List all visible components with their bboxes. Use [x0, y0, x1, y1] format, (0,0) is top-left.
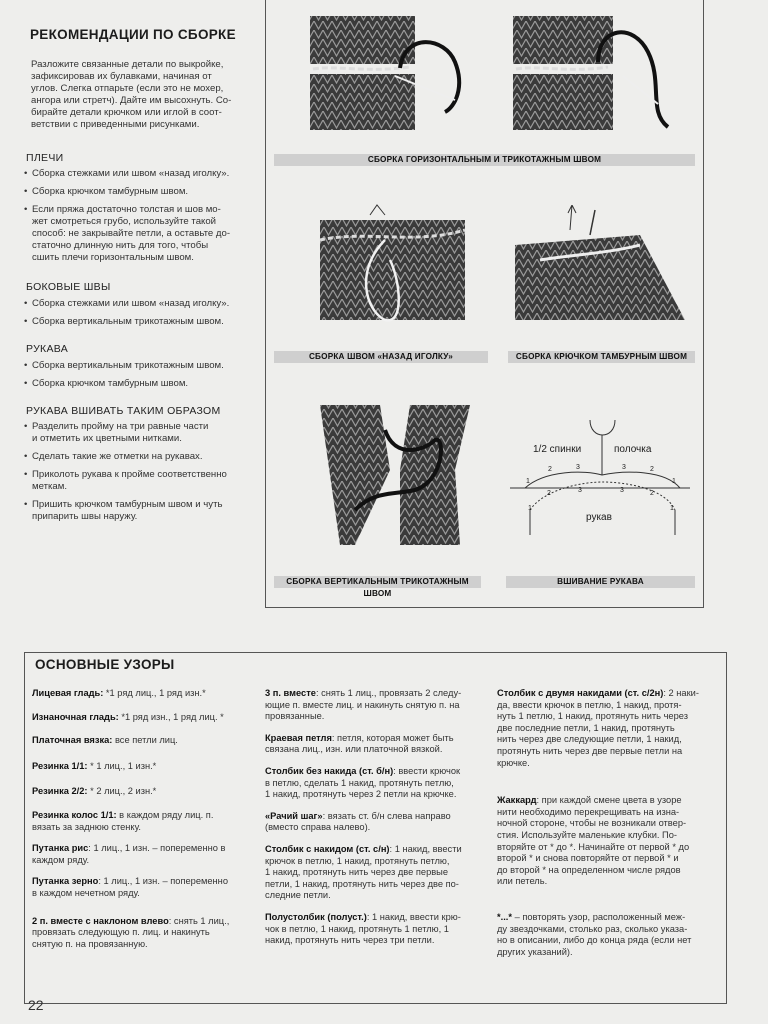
term: Столбик с накидом (ст. с/н)	[265, 843, 390, 854]
list-item: • Сборка вертикальным трикотажным швом.	[24, 316, 259, 328]
page-number: 22	[28, 997, 44, 1013]
term: Столбик с двумя накидами (ст. с/2н)	[497, 688, 664, 698]
diagram-mark: 2	[548, 466, 552, 473]
sleeves-list	[24, 360, 259, 396]
definition: : петля, которая может быть связана лиц., изн. или платочной вязкой.	[265, 732, 454, 755]
diagram-mark: 1	[526, 478, 530, 485]
diagram-label-sleeve: рукав	[586, 512, 612, 523]
definition: – повторять узор, расположенный меж- ду звездочками, столько раз, сколько указа- но в описании, либо до конца ряда (если нет других указаний).	[497, 911, 692, 957]
section-heading-shoulders: ПЛЕЧИ	[26, 152, 64, 164]
section-heading-side-seams: БОКОВЫЕ ШВЫ	[26, 281, 111, 293]
chain-stitch-illustration	[510, 205, 690, 325]
diagram-mark: 2	[547, 490, 551, 497]
caption-horizontal-seam: СБОРКА ГОРИЗОНТАЛЬНЫМ И ТРИКОТАЖНЫМ ШВОМ	[274, 154, 695, 166]
diagram-mark: 3	[622, 464, 626, 471]
definition: все петли лиц.	[112, 735, 178, 746]
patterns-column-1	[32, 688, 247, 960]
definition: : 1 лиц., 1 изн. – попеременно в каждом ряду.	[32, 843, 226, 865]
diagram-mark: 2	[650, 466, 654, 473]
patterns-title: ОСНОВНЫЕ УЗОРЫ	[35, 657, 175, 672]
term: Путанка зерно	[32, 876, 99, 887]
backstitch-illustration	[315, 200, 490, 330]
diagram-mark: 3	[578, 487, 582, 494]
side-seams-list	[24, 298, 259, 334]
list-item: • Сборка стежками или швом «назад иголку».	[24, 168, 259, 180]
caption-sleeve-setting: ВШИВАНИЕ РУКАВА	[506, 576, 695, 588]
term: Краевая петля	[265, 732, 332, 743]
term: 3 п. вместе	[265, 688, 316, 698]
caption-vertical-seam: СБОРКА ВЕРТИКАЛЬНЫМ ТРИКОТАЖНЫМ ШВОМ	[274, 576, 481, 588]
patterns-column-2	[265, 688, 487, 957]
term: Резинка колос 1/1:	[32, 809, 117, 820]
definition: * 1 лиц., 1 изн.*	[87, 760, 157, 771]
term: 2 п. вместе с наклоном влево	[32, 915, 169, 926]
list-item: • Приколоть рукава к пройме соответственно меткам.	[24, 469, 259, 493]
term: Лицевая гладь:	[32, 688, 104, 698]
term: Платочная вязка:	[32, 735, 113, 746]
term: Резинка 1/1:	[32, 760, 88, 771]
term: Полустолбик (полуст.)	[265, 911, 367, 922]
diagram-mark: 1	[670, 505, 674, 512]
term: Резинка 2/2:	[32, 786, 88, 797]
horizontal-seam-illustration	[305, 12, 475, 137]
assembly-title: РЕКОМЕНДАЦИИ ПО СБОРКЕ	[30, 27, 236, 42]
section-heading-set-in-sleeves: РУКАВА ВШИВАТЬ ТАКИМ ОБРАЗОМ	[26, 405, 221, 417]
diagram-mark: 2	[650, 490, 654, 497]
term: «Рачий шаг»	[265, 810, 323, 821]
term: *...*	[497, 911, 512, 922]
list-item: • Сборка стежками или швом «назад иголку».	[24, 298, 259, 310]
list-item: • Сборка крючком тамбурным швом.	[24, 378, 259, 390]
set-in-sleeves-list	[24, 421, 259, 529]
definition: *1 ряд лиц., 1 ряд изн.*	[103, 688, 206, 698]
definition: * 2 лиц., 2 изн.*	[87, 786, 157, 797]
term: Жаккард	[497, 795, 537, 806]
list-item: • Если пряжа достаточно толстая и шов мо- жет смотреться грубо, используйте такой способ: не закрывайте петли, а оставьте до- статочно длинную нить для того, чтобы сшить плечи горизонтальным швом.	[24, 204, 259, 264]
assembly-intro: Разложите связанные детали по выкройке, зафиксировав их булавками, начиная от углов. Слегка отпарьте (если это не мохер, ангора или стретч). Дайте им высохнуть. Со- бирайте детали крючком или иглой в соот- ветствии с приведенными рисунками.	[31, 59, 232, 130]
list-item: • Сборка вертикальным трикотажным швом.	[24, 360, 259, 372]
diagram-label-back: 1/2 спинки	[533, 444, 582, 455]
section-heading-sleeves: РУКАВА	[26, 343, 69, 355]
list-item: • Разделить пройму на три равные части и отметить их цветными нитками.	[24, 421, 259, 445]
vertical-seam-illustration	[315, 400, 480, 550]
term: Изнаночная гладь:	[32, 711, 119, 722]
definition: : вязать ст. б/н слева направо (вместо справа налево).	[265, 810, 451, 833]
diagram-mark: 1	[672, 478, 676, 485]
definition: *1 ряд изн., 1 ряд лиц. *	[118, 711, 224, 722]
caption-backstitch: СБОРКА ШВОМ «НАЗАД ИГОЛКУ»	[274, 351, 488, 363]
definition: : 1 накид, ввести крючок в петлю, 1 накид, протянуть петлю, 1 накид, протянуть нить через две первые петли, 1 накид, протянуть нить через две по- следние петли.	[265, 843, 462, 901]
list-item: • Сборка крючком тамбурным швом.	[24, 186, 259, 198]
term: Столбик без накида (ст. б/н)	[265, 765, 394, 776]
diagram-label-front: полочка	[614, 444, 652, 455]
term: Путанка рис	[32, 843, 89, 854]
definition: : ввести крючок в петлю, сделать 1 накид, протянуть петлю, 1 накид, протянуть через 2 петли на крючке.	[265, 765, 461, 800]
diagram-mark: 3	[620, 487, 624, 494]
definition: : снять 1 лиц., провязать 2 следу- ющие п. вместе лиц. и накинуть снятую п. на провязанные.	[265, 688, 462, 722]
list-item: • Пришить крючком тамбурным швом и чуть припарить швы наружу.	[24, 499, 259, 523]
definition: : снять 1 лиц., провязать следующую п. лиц. и накинуть снятую п. на провязанную.	[32, 915, 230, 949]
caption-chain-stitch: СБОРКА КРЮЧКОМ ТАМБУРНЫМ ШВОМ	[508, 351, 695, 363]
diagram-mark: 1	[528, 505, 532, 512]
definition: в каждом ряду лиц. п. вязать за заднюю стенку.	[32, 809, 214, 832]
list-item: • Сделать такие же отметки на рукавах.	[24, 451, 259, 463]
diagram-mark: 3	[576, 464, 580, 471]
shoulders-list	[24, 168, 259, 270]
definition: : 1 накид, ввести крю- чок в петлю, 1 накид, протянуть 1 петлю, 1 накид, протянуть нить через три петли.	[265, 911, 461, 946]
patterns-column-3	[497, 688, 719, 968]
knit-seam-illustration	[508, 12, 683, 137]
definition: : 1 лиц., 1 изн. – попеременно в каждом нечетном ряду.	[32, 876, 228, 898]
definition: : при каждой смене цвета в узоре нити необходимо перекрещивать на изна- ночной стороне, чтобы не возникали отвер- стия. Используйте маленькие клубки. По- вторяйте от * до *. Начинайте от первой * до второй * и снова повторяйте от первой * и до второй * на определенном числе рядов или петель.	[497, 795, 690, 887]
definition: : 2 нaки- да, ввести крючок в петлю, 1 накид, протя- нуть 1 петлю, 1 накид, протянуть нить через две последние петли, 1 накид, протянуть нить через две следующие петли, 1 накид, протянуть нить через две первые петли на крючке.	[497, 688, 699, 768]
